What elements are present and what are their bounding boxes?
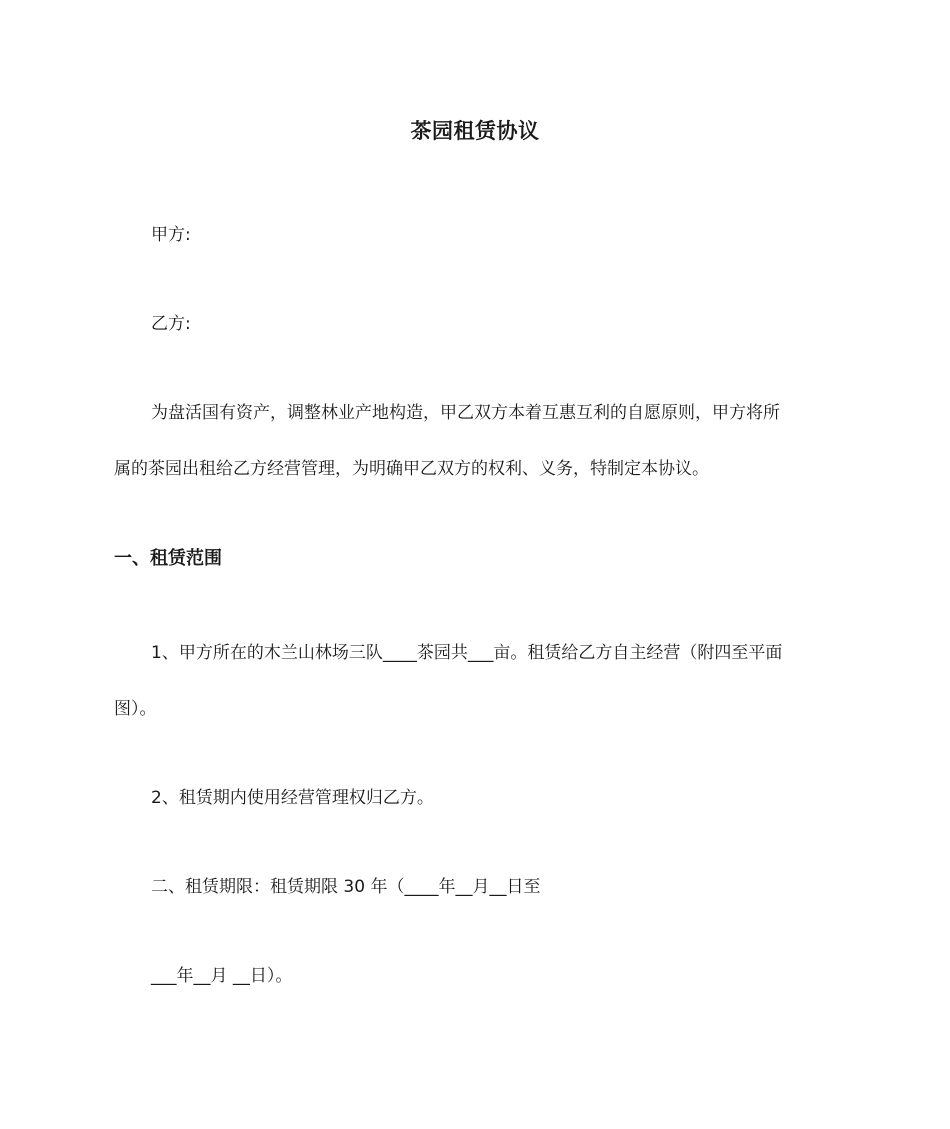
party-a-label: 甲方: (151, 225, 191, 245)
party-b-label: 乙方: (151, 314, 191, 334)
section-1-heading: 一、租赁范围 (114, 548, 222, 569)
document-title: 茶园租赁协议 (410, 119, 540, 143)
preamble-line-2: 属的茶园出租给乙方经营管理，为明确甲乙双方的权利、义务，特制定本协议。 (114, 459, 709, 479)
section-1-item-1-line-1: 1、甲方所在的木兰山林场三队____茶园共___亩。租赁给乙方自主经营（附四至平面 (151, 643, 783, 663)
section-1-item-1-line-2: 图）。 (114, 699, 157, 719)
section-2-line-1: 二、租赁期限：租赁期限 30 年（____年__月__日至 (151, 877, 541, 897)
section-2-line-2: ___年__月 __日）。 (151, 966, 293, 986)
section-1-item-2: 2、租赁期内使用经营管理权归乙方。 (151, 788, 434, 808)
preamble-line-1: 为盘活国有资产，调整林业产地构造，甲乙双方本着互惠互利的自愿原则，甲方将所 (151, 403, 780, 423)
